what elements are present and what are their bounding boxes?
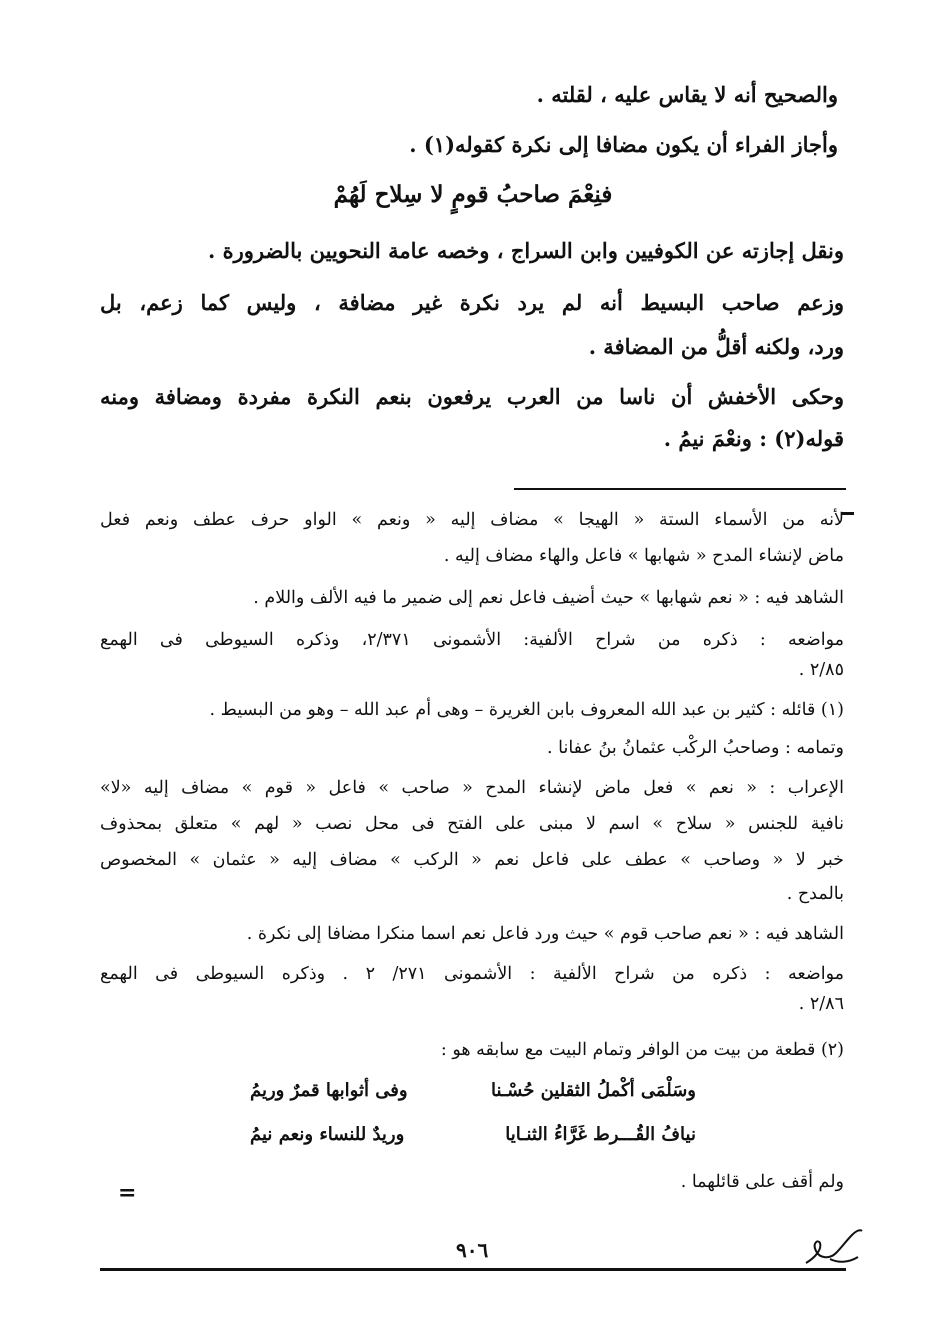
- main-text-line-2: وأجاز الفراء أن يكون مضافا إلى نكرة كقوله(١) .: [409, 132, 838, 157]
- main-text-line-7: قوله(٢) : ونعْمَ نيمُ .: [663, 426, 844, 451]
- handwritten-mark-icon: [800, 1213, 870, 1273]
- poem-hemistich-1a: وسَلْمَى أكْملُ الثقلين حُسْـنا: [490, 1080, 696, 1101]
- footnote-2-note: ولم أقف على قائلهما .: [680, 1172, 844, 1192]
- main-text-line-5: ورد، ولكنه أقلُّ من المضافة .: [588, 334, 844, 359]
- footnote-1-sources: مواضعه : ذكره من شراح الألفية : الأشمونى ٢٧١/ ٢ . وذكره السيوطى فى الهمع: [100, 964, 845, 984]
- footnote-1-witness: الشاهد فيه : « نعم صاحب قوم » حيث ورد فاعل نعم اسما منكرا مضافا إلى نكرة .: [246, 924, 844, 944]
- footnote-prev-sources-end: ٢/٨٥ .: [798, 660, 844, 680]
- footnote-prev-witness: الشاهد فيه : « نعم شهابها » حيث أضيف فاعل نعم إلى ضمير ما فيه الألف واللام .: [253, 588, 844, 608]
- poem-hemistich-2a: نيافُ القُـــرط غَرَّاءُ الثنـايا: [505, 1124, 696, 1145]
- bottom-rule: [100, 1268, 846, 1271]
- continuation-mark: =: [118, 1180, 137, 1206]
- footnote-1-author: (١) قائله : كثير بن عبد الله المعروف بابن الغريرة – وهى أم عبد الله – وهو من البسيط .: [209, 700, 844, 720]
- page-number: ٩٠٦: [456, 1238, 489, 1262]
- main-text-line-6: وحكى الأخفش أن ناسا من العرب يرفعون بنعم النكرة مفردة ومضافة ومنه: [100, 384, 844, 409]
- poetry-verse: فنِعْمَ صاحبُ قومٍ لا سِلاح لَهُمْ: [333, 181, 613, 208]
- main-text-line-3: ونقل إجازته عن الكوفيين وابن السراج ، وخصه عامة النحويين بالضرورة .: [207, 238, 844, 263]
- poem-hemistich-1b: وفى أثوابها قمرٌ وريمُ: [250, 1080, 408, 1101]
- footnote-1-parsing-3: خبر لا « وصاحب » عطف على فاعل نعم « الركب » مضاف إليه « عثمان » المخصوص: [100, 850, 844, 870]
- footnote-prev-sources: مواضعه : ذكره من شراح الألفية: الأشمونى ٢/٣٧١، وذكره السيوطى فى الهمع: [100, 630, 844, 650]
- poem-hemistich-2b: وريدٌ للنساء ونعم نيمُ: [250, 1124, 405, 1145]
- footnote-2-intro: (٢) قطعة من بيت من الوافر وتمام البيت مع سابقه هو :: [440, 1040, 844, 1060]
- main-text-line-4: وزعم صاحب البسيط أنه لم يرد نكرة غير مضافة ، وليس كما زعم، بل: [100, 290, 844, 315]
- footnote-1-parsing-4: بالمدح .: [786, 884, 844, 904]
- footnote-prev-line-2: ماض لإنشاء المدح « شهابها » فاعل والهاء مضاف إليه .: [443, 546, 844, 566]
- main-text-line-1: والصحيح أنه لا يقاس عليه ، لقلته .: [536, 82, 838, 107]
- footnote-1-parsing-2: نافية للجنس « سلاح » اسم لا مبنى على الفتح فى محل نصب « لهم » متعلق بمحذوف: [100, 814, 844, 834]
- footnote-separator: [514, 488, 846, 490]
- footnote-1-completion: وتمامه : وصاحبُ الركْب عثمانُ بنُ عفانا .: [547, 738, 844, 758]
- footnote-1-sources-end: ٢/٨٦ .: [798, 994, 844, 1014]
- footnote-1-parsing-1: الإعراب : « نعم » فعل ماض لإنشاء المدح « صاحب » فاعل « قوم » مضاف إليه «لا»: [100, 778, 844, 798]
- footnote-prev-line-1: لأنه من الأسماء الستة « الهيجا » مضاف إليه « ونعم » الواو حرف عطف ونعم فعل: [100, 510, 844, 530]
